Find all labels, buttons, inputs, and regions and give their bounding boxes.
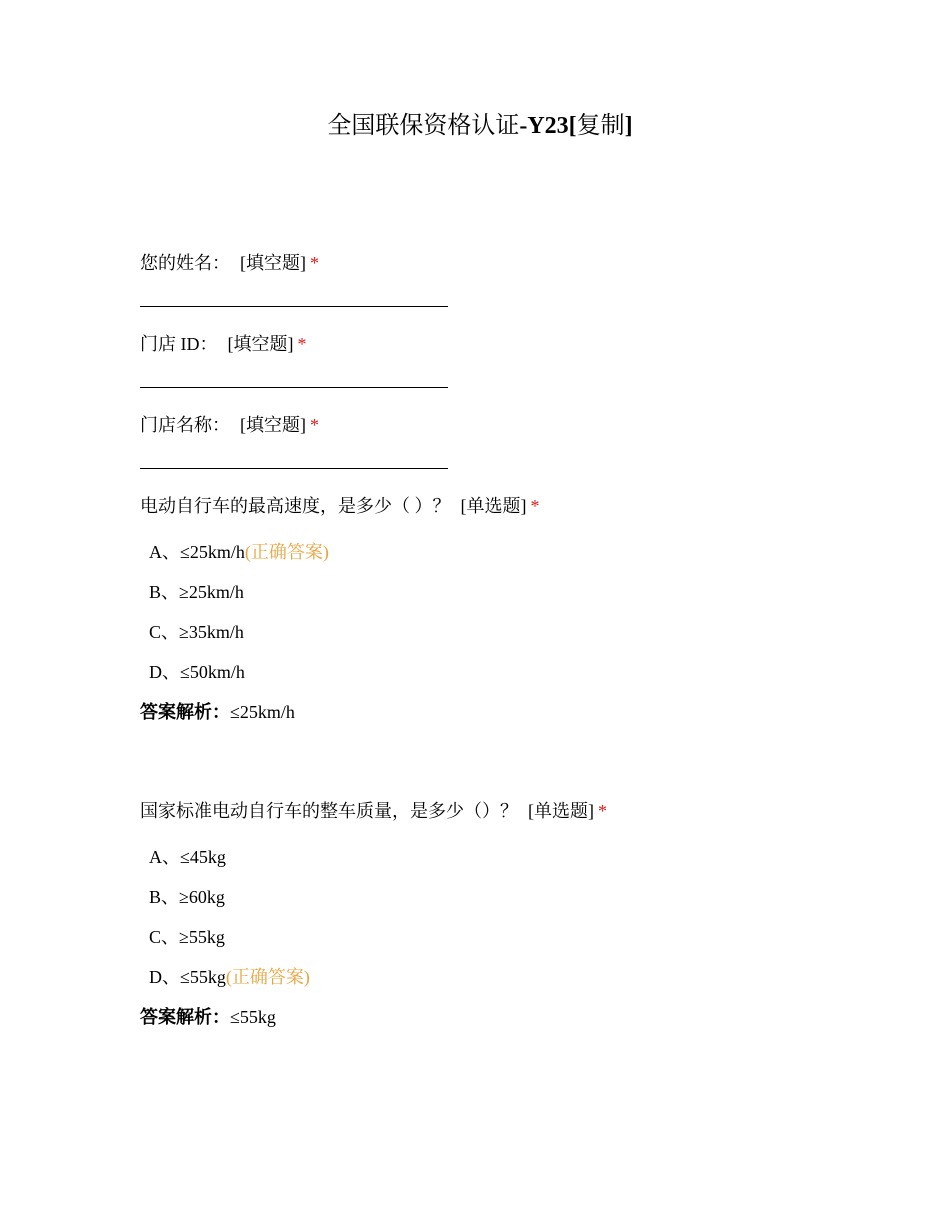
required-mark: * [310, 253, 319, 273]
name-answer-blank[interactable] [140, 306, 448, 307]
option-text: C、≥55kg [149, 927, 225, 947]
option-text: C、≥35km/h [149, 622, 244, 642]
option-b[interactable] [149, 885, 225, 909]
question-store-name [140, 413, 319, 437]
explanation-text: ≤55kg [230, 1007, 276, 1027]
question-type: [单选题] [528, 801, 594, 821]
survey-title [0, 110, 950, 142]
title-code: -Y23[ [519, 113, 577, 139]
store-id-answer-blank[interactable] [140, 387, 448, 388]
answer-explanation [140, 700, 295, 724]
question-label: 电动自行车的最高速度，是多少（ ）？ [140, 496, 451, 516]
option-text: A、≤25km/h [149, 542, 245, 562]
question-store-id [140, 332, 307, 356]
option-d[interactable] [149, 965, 310, 989]
option-c[interactable] [149, 925, 225, 949]
question-label: 门店 ID： [140, 334, 218, 354]
option-c[interactable] [149, 620, 244, 644]
required-mark: * [598, 801, 607, 821]
required-mark: * [310, 415, 319, 435]
option-a[interactable] [149, 540, 329, 564]
answer-explanation [140, 1005, 276, 1029]
question-type: [单选题] [460, 496, 527, 516]
explanation-label: 答案解析： [140, 1007, 230, 1027]
question-type: [填空题] [240, 415, 306, 435]
question-vehicle-mass [140, 799, 607, 823]
option-text: D、≤50km/h [149, 662, 245, 682]
explanation-label: 答案解析： [140, 702, 230, 722]
question-label: 您的姓名： [140, 253, 230, 273]
title-copy: 复制 [576, 113, 625, 139]
required-mark: * [530, 496, 540, 516]
title-prefix: 全国联保资格认证 [327, 113, 520, 139]
correct-answer-tag: (正确答案) [244, 542, 329, 562]
question-label: 门店名称： [140, 415, 230, 435]
question-type: [填空题] [240, 253, 306, 273]
option-text: B、≥25km/h [149, 582, 244, 602]
required-mark: * [297, 334, 307, 354]
question-type: [填空题] [227, 334, 294, 354]
correct-answer-tag: (正确答案) [225, 967, 310, 987]
question-max-speed [140, 494, 540, 518]
question-name [140, 251, 319, 275]
option-a[interactable] [149, 845, 226, 869]
question-label: 国家标准电动自行车的整车质量，是多少（）？ [140, 801, 518, 821]
option-d[interactable] [149, 660, 245, 684]
option-b[interactable] [149, 580, 244, 604]
explanation-text: ≤25km/h [230, 702, 295, 722]
title-suffix: ] [624, 113, 633, 139]
option-text: D、≤55kg [149, 967, 226, 987]
store-name-answer-blank[interactable] [140, 468, 448, 469]
option-text: B、≥60kg [149, 887, 225, 907]
option-text: A、≤45kg [149, 847, 226, 867]
